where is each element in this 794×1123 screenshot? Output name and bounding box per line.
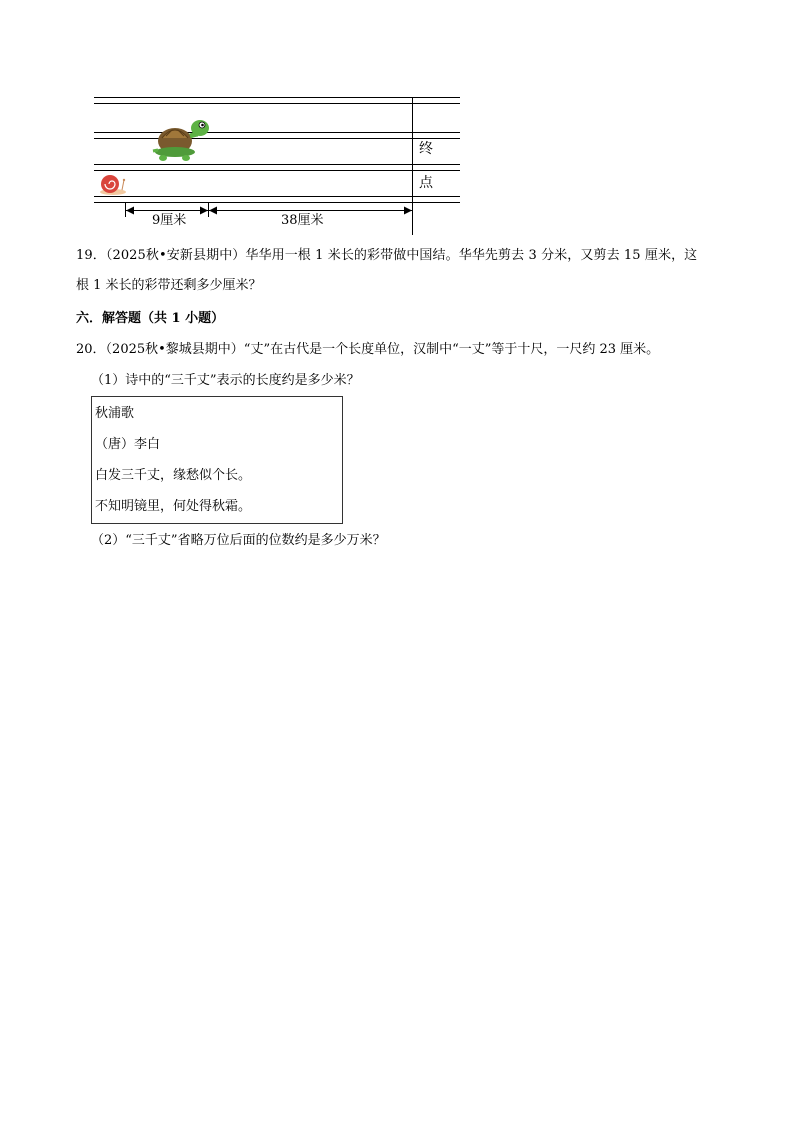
question-19-line-1: 19．（2025秋•安新县期中）华华用一根 1 米长的彩带做中国结。华华先剪去 3 分米，又剪去 15 厘米，这	[76, 248, 698, 263]
measure-label-9cm: 9厘米	[152, 213, 187, 228]
question-19-line-2: 根 1 米长的彩带还剩多少厘米？	[76, 278, 262, 293]
finish-label-bottom: 点	[419, 175, 433, 191]
track-line	[94, 97, 460, 98]
turtle-icon	[150, 114, 212, 164]
track-line	[94, 164, 460, 165]
poem-line-2: 不知明镜里，何处得秋霜。	[95, 499, 252, 514]
measure-arrow-right	[209, 210, 412, 211]
track-line	[94, 103, 460, 104]
measure-arrow-left	[126, 210, 208, 211]
question-20-sub-2: （2）“三千丈”省略万位后面的位数约是多少万米？	[91, 533, 386, 548]
section-6-title: 六．解答题（共 1 小题）	[76, 311, 225, 326]
question-20-sub-1: （1）诗中的“三千丈”表示的长度约是多少米？	[91, 373, 360, 388]
arrow-head-icon	[404, 206, 412, 215]
poem-title: 秋浦歌	[95, 406, 135, 421]
poem-line-1: 白发三千丈，缘愁似个长。	[95, 468, 252, 483]
measure-label-38cm: 38厘米	[281, 213, 324, 228]
finish-line	[412, 97, 413, 235]
arrow-head-icon	[209, 206, 217, 215]
track-line	[94, 202, 460, 203]
track-line	[94, 132, 460, 133]
poem-box	[91, 396, 343, 524]
arrow-head-icon	[126, 206, 134, 215]
track-line	[94, 170, 460, 171]
arrow-head-icon	[200, 206, 208, 215]
track-line	[94, 138, 460, 139]
question-20-intro: 20．（2025秋•黎城县期中）“丈”在古代是一个长度单位，汉制中“一丈”等于十尺，一尺约 23 厘米。	[76, 342, 660, 357]
snail-icon	[98, 172, 128, 196]
track-line	[94, 196, 460, 197]
poem-author: （唐）李白	[95, 437, 161, 452]
finish-label-top: 终	[419, 141, 433, 157]
